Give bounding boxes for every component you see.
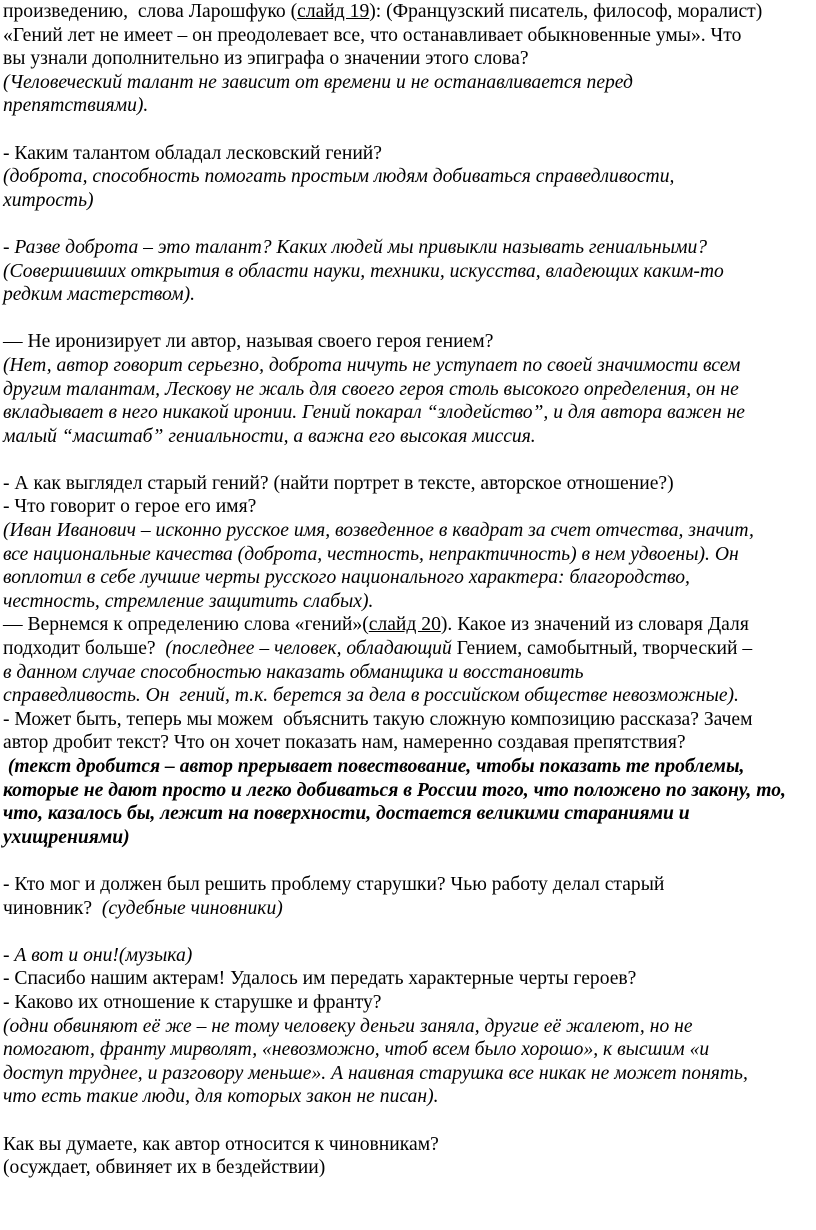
question-line: - Разве доброта – это талант? Каких людей мы привыкли называть гениальными?: [3, 236, 708, 258]
answer-run: (судебные чиновники): [101, 897, 283, 919]
text-run: ): (Французский писатель, философ, моралист): [369, 1, 763, 22]
paragraph-gap: [3, 212, 816, 236]
paragraph-gap: [3, 307, 816, 331]
answer-line: что есть такие люди, для которых закон не писан).: [3, 1086, 439, 1108]
text-run: произведению, слова Ларошфуко (: [3, 1, 298, 22]
answer-line: (Нет, автор говорит серьезно, доброта ничуть не уступает по своей значимости всем: [3, 354, 741, 376]
answer-line: воплотил в себе лучшие черты русского национального характера: благородство,: [3, 567, 690, 589]
question-line: [3, 897, 816, 921]
answer-line: ухищрениями): [3, 826, 130, 848]
answer-line: малый “масштаб” гениальности, а важна его высокая миссия.: [3, 425, 536, 447]
answer-line: (текст дробится – автор прерывает повествование, чтобы показать те проблемы,: [3, 756, 745, 777]
answer-line: в данном случае способностью наказать обманщика и восстановить: [3, 661, 584, 683]
question-line: - Спасибо нашим актерам! Удалось им передать характерные черты героев?: [3, 968, 637, 990]
answer-line: помогают, франту мирволят, «невозможно, чтоб всем было хорошо», к высшим «и: [3, 1039, 710, 1061]
answer-line: доступ труднее, и разговору меньше». А наивная старушка все никак не может понять,: [3, 1062, 748, 1084]
answer-line: (одни обвиняют её же – не тому человеку деньги заняла, другие её жалеют, но не: [3, 1015, 693, 1037]
answer-run: (последнее – человек, обладающий: [165, 638, 452, 660]
question-line: - Что говорит о герое его имя?: [3, 496, 257, 518]
paragraph-gap: [3, 849, 816, 873]
question-line: [3, 613, 816, 637]
text-line: [3, 0, 816, 24]
question-line: Как вы думаете, как автор относится к чиновникам?: [3, 1133, 439, 1155]
answer-line: препятствиями).: [3, 95, 149, 117]
paragraph-gap: [3, 448, 816, 472]
answer-line: вкладывает в него никакой иронии. Гений покарал “злодейство”, и для автора важен не: [3, 402, 745, 424]
answer-line: которые не дают просто и легко добиваться в России того, что положено по закону, то,: [3, 779, 786, 801]
answer-line: все национальные качества (доброта, честность, непрактичность) в нем удвоены). Он: [3, 543, 739, 565]
answer-line: хитрость): [3, 189, 94, 211]
question-line: - Каково их отношение к старушке и франту?: [3, 991, 382, 1013]
answer-line: другим талантам, Лескову не жаль для своего героя столь высокого определения, он не: [3, 378, 739, 400]
answer-line: (Иван Иванович – исконно русское имя, возведенное в квадрат за счет отчества, значит,: [3, 520, 754, 542]
question-line: — Не иронизирует ли автор, называя своего героя гением?: [3, 331, 494, 353]
answer-line: честность, стремление защитить слабых).: [3, 590, 374, 612]
question-line: - А как выглядел старый гений? (найти портрет в тексте, авторское отношение?): [3, 472, 674, 494]
answer-line: (осуждает, обвиняет их в бездействии): [3, 1157, 326, 1179]
text-run: подходит больше?: [3, 638, 166, 660]
question-line: - Каким талантом обладал лесковский гений?: [3, 142, 382, 164]
answer-line: справедливость. Он гений, т.к. берется за дела в российском обществе невозможные).: [3, 685, 739, 707]
answer-line: редким мастерством).: [3, 284, 195, 306]
slide-link[interactable]: слайд 19: [297, 1, 370, 22]
text-run: ). Какое из значений из словаря Даля: [440, 614, 749, 636]
text-run: Гением, самобытный, творческий –: [451, 638, 753, 660]
text-line: - А вот и они!(музыка): [3, 944, 193, 966]
text-line: «Гений лет не имеет – он преодолевает все, что останавливает обыкновенные умы». Что: [3, 24, 742, 46]
paragraph-gap: [3, 920, 816, 944]
question-line: автор дробит текст? Что он хочет показать нам, намеренно создавая препятствия?: [3, 732, 686, 754]
question-line: - Кто мог и должен был решить проблему старушки? Чью работу делал старый: [3, 873, 665, 895]
text-run: — Вернемся к определению слова «гений»(: [3, 614, 369, 636]
answer-line: что, казалось бы, лежит на поверхности, достается великими стараниями и: [3, 803, 690, 825]
answer-line: (доброта, способность помогать простым людям добиваться справедливости,: [3, 166, 675, 188]
answer-line: (Человеческий талант не зависит от времени и не останавливается перед: [3, 71, 633, 93]
text-run: чиновник?: [3, 897, 102, 919]
question-line: [3, 637, 816, 661]
answer-line: (Совершивших открытия в области науки, техники, искусства, владеющих каким-то: [3, 260, 724, 282]
slide-link[interactable]: слайд 20: [368, 614, 441, 636]
text-line: вы узнали дополнительно из эпиграфа о значении этого слова?: [3, 48, 529, 70]
question-line: - Может быть, теперь мы можем объяснить такую сложную композицию рассказа? Зачем: [3, 708, 753, 730]
paragraph-gap: [3, 1109, 816, 1133]
paragraph-gap: [3, 118, 816, 142]
